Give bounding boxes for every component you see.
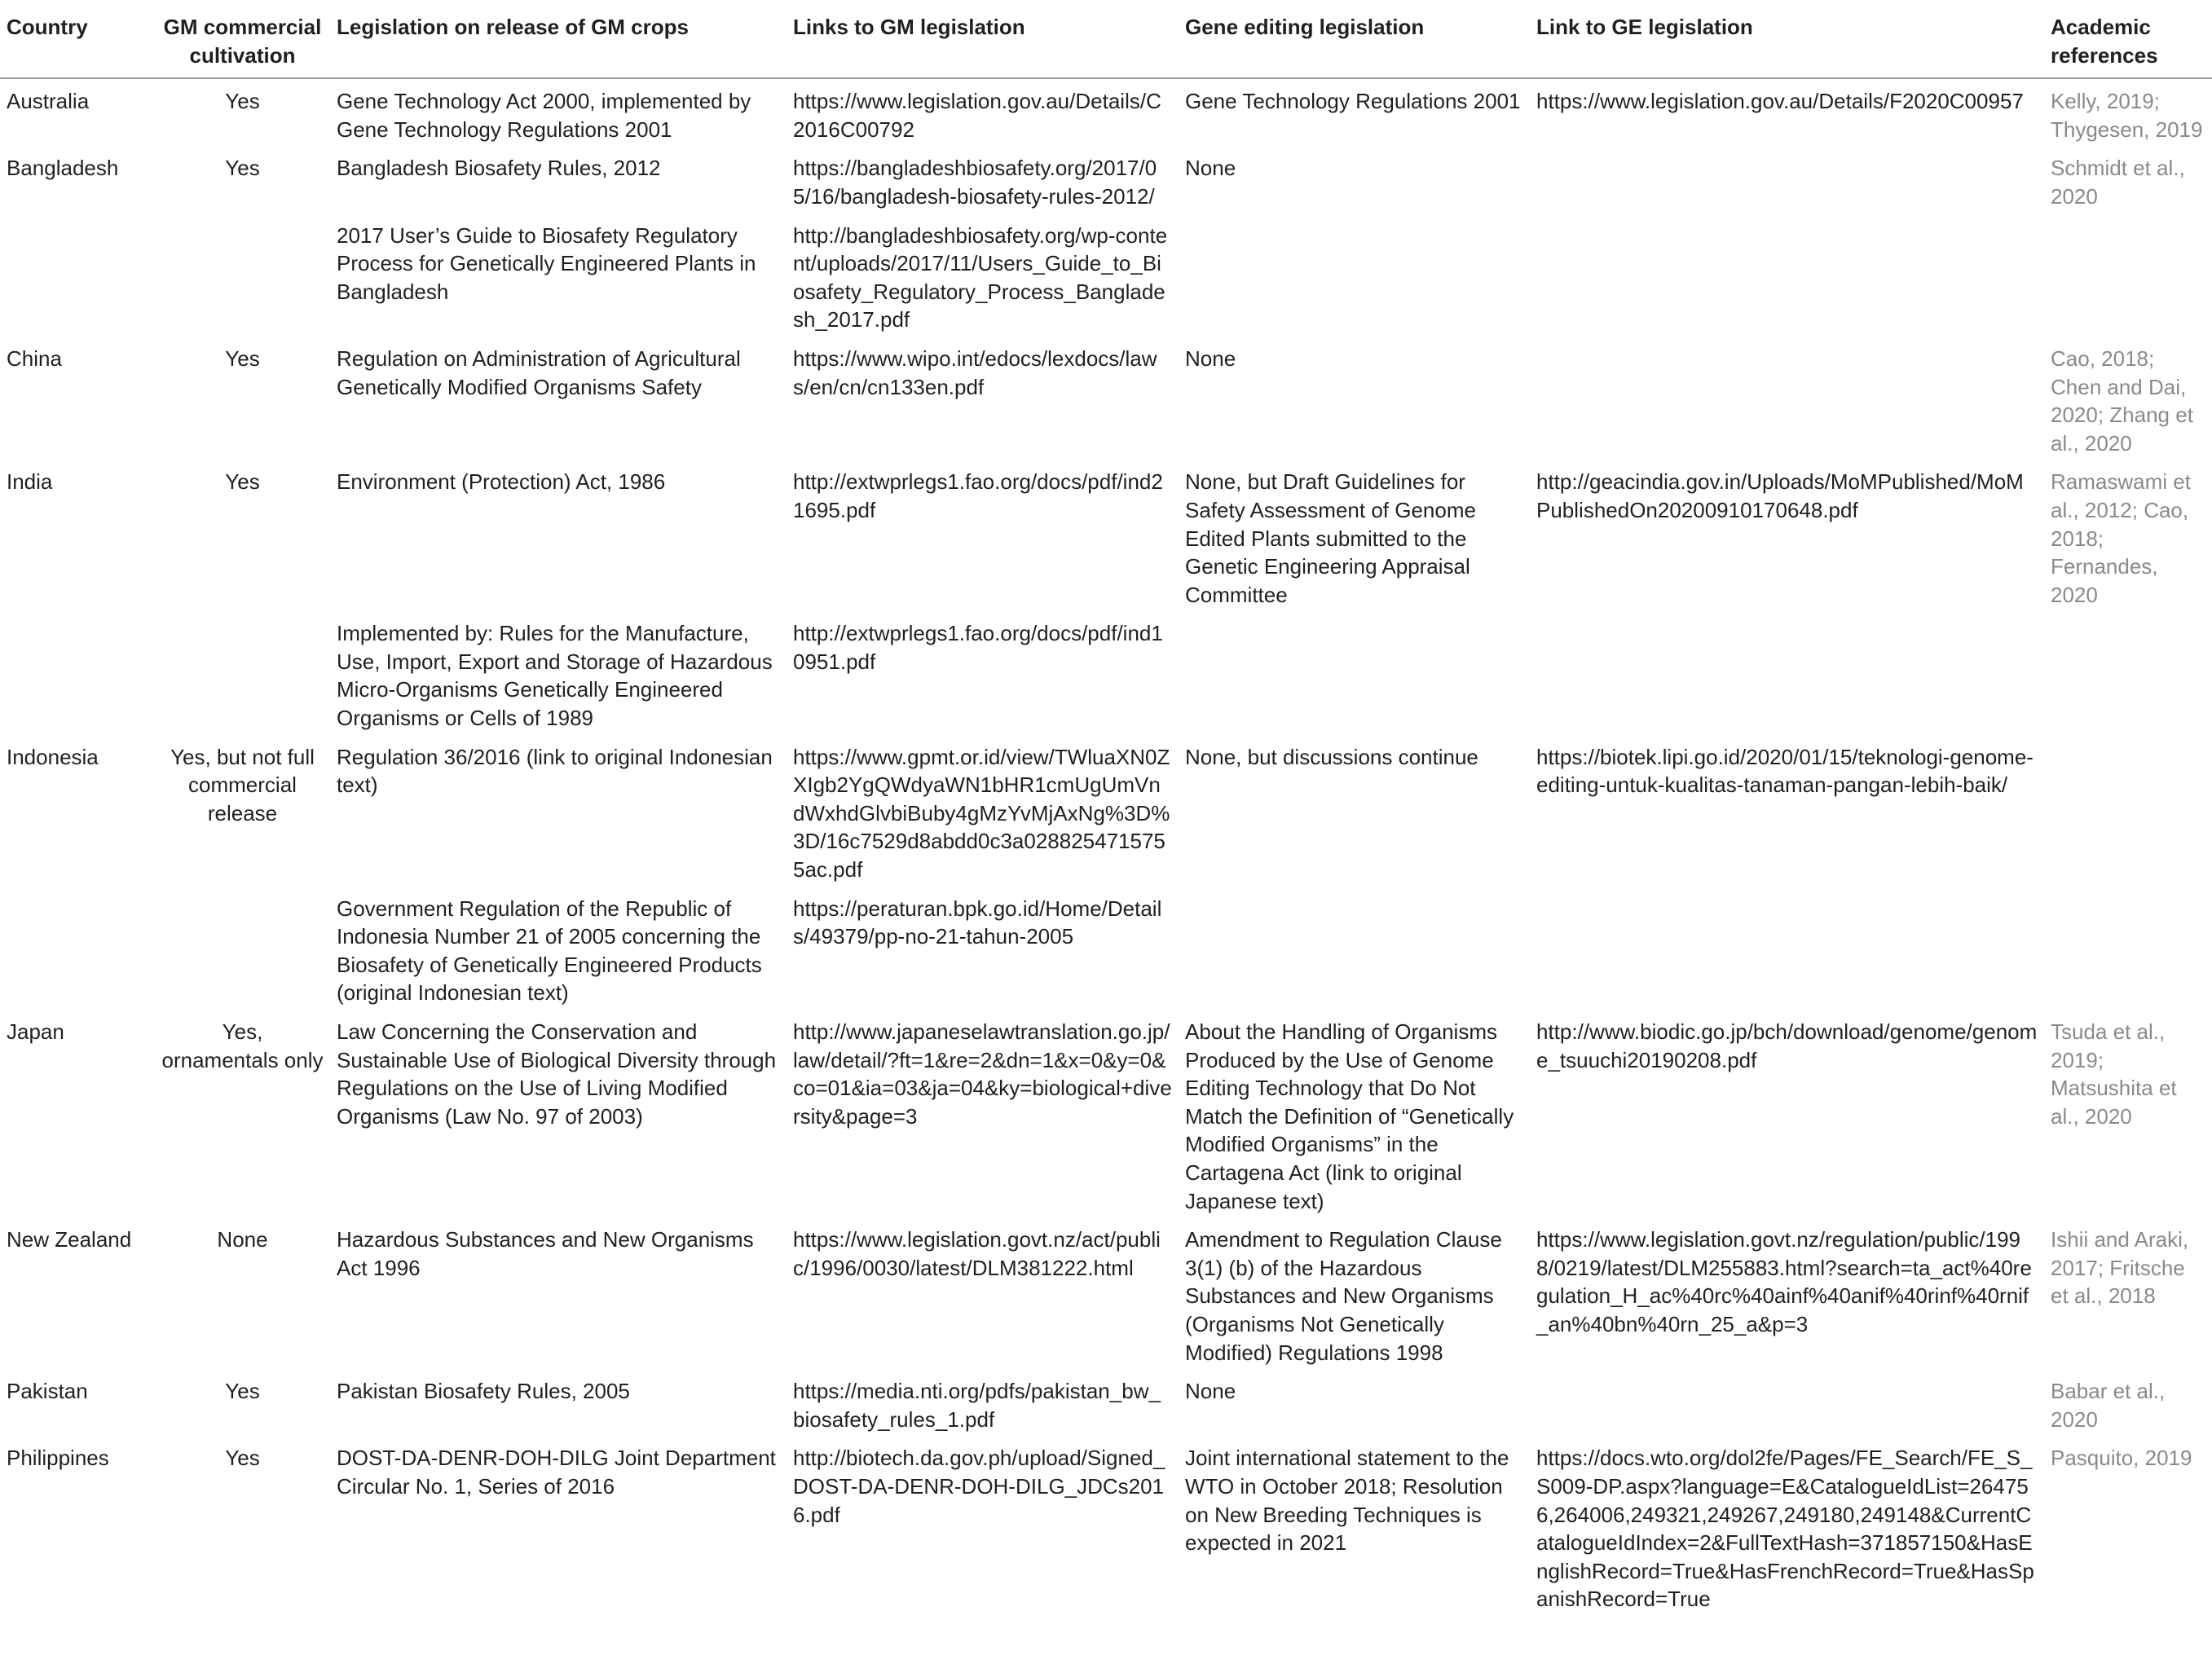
cell-cultivation — [155, 890, 330, 1013]
table-row — [0, 78, 2212, 149]
cell-ge-legislation: None — [1185, 346, 1236, 371]
cell-ge-legislation: None — [1185, 1379, 1236, 1404]
cell-gm-link[interactable]: https://www.legislation.gov.au/Details/C2016C00792 — [793, 89, 1161, 142]
cell-references: Ishii and Araki, 2017; Fritsche et al., 2018 — [2051, 1227, 2189, 1309]
cell-cultivation: Yes — [225, 89, 260, 114]
header-references: Academic references — [2044, 0, 2212, 78]
cell-gm-legislation: Environment (Protection) Act, 1986 — [337, 469, 666, 495]
cell-cultivation: Yes — [225, 1446, 260, 1471]
cell-cultivation: Yes — [225, 346, 260, 371]
cell-gm-link[interactable]: https://www.wipo.int/edocs/lexdocs/laws/en/cn/cn133en.pdf — [793, 346, 1157, 399]
cell-ge-legislation — [1179, 217, 1530, 340]
cell-gm-link[interactable]: http://www.japaneselawtranslation.go.jp/law/detail/?ft=1&re=2&dn=1&x=0&y=0&co=01&ia=03&ja=04&ky=biological+diversity&page=3 — [793, 1019, 1172, 1129]
cell-references: Cao, 2018; Chen and Dai, 2020; Zhang et al., 2020 — [2051, 346, 2193, 456]
cell-cultivation: Yes — [225, 469, 260, 495]
cell-gm-link[interactable]: http://extwprlegs1.fao.org/docs/pdf/ind10951.pdf — [793, 621, 1163, 674]
cell-references: Kelly, 2019; Thygesen, 2019 — [2051, 89, 2203, 142]
cell-ge-link[interactable]: https://biotek.lipi.go.id/2020/01/15/teknologi-genome-editing-untuk-kualitas-tanaman-pangan-lebih-baik/ — [1536, 744, 2034, 798]
cell-ge-legislation: Amendment to Regulation Clause 3(1) (b) of the Hazardous Substances and New Organisms (Organisms Not Genetically Modified) Regulations 1998 — [1185, 1227, 1502, 1365]
cell-country: India — [7, 469, 53, 495]
cell-cultivation: Yes — [225, 156, 260, 181]
cell-cultivation — [155, 614, 330, 737]
cell-ge-link[interactable] — [1530, 1372, 2044, 1439]
cell-references — [2044, 890, 2212, 1013]
cell-gm-legislation: Regulation on Administration of Agricultural Genetically Modified Organisms Safety — [337, 346, 741, 399]
table-row — [0, 217, 2212, 340]
cell-ge-link[interactable] — [1530, 340, 2044, 463]
cell-cultivation: None — [217, 1227, 268, 1252]
cell-gm-link[interactable]: http://extwprlegs1.fao.org/docs/pdf/ind21695.pdf — [793, 469, 1163, 522]
cell-country — [0, 217, 155, 340]
cell-gm-legislation: Law Concerning the Conservation and Sustainable Use of Biological Diversity through Regulations on the Use of Living Modified Organisms (Law No. 97 of 2003) — [337, 1019, 777, 1129]
cell-country: Japan — [7, 1019, 64, 1044]
cell-ge-link[interactable]: http://geacindia.gov.in/Uploads/MoMPublished/MoMPublishedOn20200910170648.pdf — [1536, 469, 2024, 522]
cell-gm-legislation: Gene Technology Act 2000, implemented by Gene Technology Regulations 2001 — [337, 89, 751, 142]
cell-ge-link[interactable]: http://www.biodic.go.jp/bch/download/genome/genome_tsuuchi20190208.pdf — [1536, 1019, 2038, 1072]
cell-country: China — [7, 346, 62, 371]
cell-ge-link[interactable] — [1530, 149, 2044, 216]
cell-cultivation: Yes, ornamentals only — [161, 1019, 324, 1072]
cell-gm-link[interactable]: https://www.gpmt.or.id/view/TWluaXN0ZXIgb2YgQWdyaWN1bHR1cmUgUmVndWxhdGlvbiBuby4gMzYvMjAxNg%3D%3D/16c7529d8abdd0c3a0288254715755ac.pdf — [793, 744, 1170, 883]
cell-gm-link[interactable]: https://www.legislation.govt.nz/act/public/1996/0030/latest/DLM381222.html — [793, 1227, 1161, 1280]
cell-ge-link[interactable]: https://docs.wto.org/dol2fe/Pages/FE_Search/FE_S_S009-DP.aspx?language=E&CatalogueIdList=264756,264006,249321,249267,249180,249148&CurrentCatalogueIdIndex=2&FullTextHash=371857150&HasEnglishRecord=True&HasFrenchRecord=True&HasSpanishRecord=True — [1536, 1446, 2034, 1612]
header-ge-legislation: Gene editing legislation — [1179, 0, 1530, 78]
cell-gm-legislation: DOST-DA-DENR-DOH-DILG Joint Department Circular No. 1, Series of 2016 — [337, 1446, 776, 1499]
cell-references — [2044, 217, 2212, 340]
table-row — [0, 738, 2212, 890]
cell-references: Schmidt et al., 2020 — [2051, 156, 2185, 209]
cell-gm-legislation: Bangladesh Biosafety Rules, 2012 — [337, 156, 661, 181]
cell-country: Australia — [7, 89, 90, 114]
cell-country: New Zealand — [7, 1227, 132, 1252]
header-ge-links: Link to GE legislation — [1530, 0, 2044, 78]
cell-cultivation: Yes — [225, 1379, 260, 1404]
cell-country: Philippines — [7, 1446, 109, 1471]
cell-references: Babar et al., 2020 — [2051, 1379, 2166, 1432]
cell-ge-legislation: None — [1185, 156, 1236, 181]
cell-gm-link[interactable]: http://biotech.da.gov.ph/upload/Signed_DOST-DA-DENR-DOH-DILG_JDCs2016.pdf — [793, 1446, 1165, 1527]
cell-country: Indonesia — [7, 744, 99, 769]
cell-ge-legislation — [1179, 614, 1530, 737]
cell-ge-link[interactable] — [1530, 217, 2044, 340]
cell-references — [2044, 614, 2212, 737]
cell-ge-legislation: Gene Technology Regulations 2001 — [1185, 89, 1521, 114]
cell-gm-link[interactable]: https://bangladeshbiosafety.org/2017/05/16/bangladesh-biosafety-rules-2012/ — [793, 156, 1157, 209]
table-row — [0, 614, 2212, 737]
header-gm-cultivation: GM commercial cultivation — [155, 0, 330, 78]
cell-gm-link[interactable]: http://bangladeshbiosafety.org/wp-content/uploads/2017/11/Users_Guide_to_Biosafety_Regulatory_Process_Bangladesh_2017.pdf — [793, 222, 1168, 332]
cell-ge-legislation: None, but discussions continue — [1185, 744, 1478, 769]
cell-gm-legislation: Hazardous Substances and New Organisms Act 1996 — [337, 1227, 754, 1280]
table-row — [0, 149, 2212, 216]
cell-country — [0, 614, 155, 737]
cell-references — [2044, 738, 2212, 890]
cell-ge-link[interactable] — [1530, 890, 2044, 1013]
cell-country: Bangladesh — [7, 156, 119, 181]
cell-ge-link[interactable] — [1530, 614, 2044, 737]
table-row — [0, 340, 2212, 463]
cell-gm-legislation: Pakistan Biosafety Rules, 2005 — [337, 1379, 630, 1404]
cell-ge-legislation: About the Handling of Organisms Produced by the Use of Genome Editing Technology that Do Not Match the Definition of “Genetically Modified Organisms” in the Cartagena Act (link to original Japanese text) — [1185, 1019, 1514, 1213]
cell-references: Pasquito, 2019 — [2051, 1446, 2192, 1471]
table-row — [0, 890, 2212, 1013]
table-row — [0, 1013, 2212, 1221]
cell-references: Tsuda et al., 2019; Matsushita et al., 2020 — [2051, 1019, 2177, 1129]
cell-ge-legislation — [1179, 890, 1530, 1013]
cell-cultivation — [155, 217, 330, 340]
table-row — [0, 1439, 2212, 1619]
cell-gm-legislation: Implemented by: Rules for the Manufacture, Use, Import, Export and Storage of Hazardous Micro-Organisms Genetically Engineered Organisms or Cells of 1989 — [337, 621, 773, 731]
header-gm-links: Links to GM legislation — [787, 0, 1179, 78]
table-row — [0, 463, 2212, 614]
table-header-row — [0, 0, 2212, 78]
cell-gm-legislation: Regulation 36/2016 (link to original Indonesian text) — [337, 744, 773, 798]
cell-references: Ramaswami et al., 2012; Cao, 2018; Fernandes, 2020 — [2051, 469, 2191, 607]
header-country: Country — [0, 0, 155, 78]
cell-ge-link[interactable]: https://www.legislation.govt.nz/regulation/public/1998/0219/latest/DLM255883.html?search=ta_act%40regulation_H_ac%40rc%40ainf%40anif%40rinf%40rnif_an%40bn%40rn_25_a&p=3 — [1536, 1227, 2032, 1336]
cell-gm-link[interactable]: https://media.nti.org/pdfs/pakistan_bw_biosafety_rules_1.pdf — [793, 1379, 1161, 1432]
cell-country: Pakistan — [7, 1379, 88, 1404]
cell-gm-legislation: 2017 User’s Guide to Biosafety Regulatory Process for Genetically Engineered Plants in Bangladesh — [337, 222, 756, 304]
cell-ge-legislation: Joint international statement to the WTO in October 2018; Resolution on New Breeding Techniques is expected in 2021 — [1185, 1446, 1509, 1556]
cell-ge-legislation: None, but Draft Guidelines for Safety Assessment of Genome Edited Plants submitted to the Genetic Engineering Appraisal Committee — [1185, 469, 1476, 607]
table-row — [0, 1221, 2212, 1372]
header-gm-legislation: Legislation on release of GM crops — [330, 0, 787, 78]
table-row — [0, 1372, 2212, 1439]
cell-cultivation: Yes, but not full commercial release — [170, 744, 315, 825]
cell-ge-link[interactable]: https://www.legislation.gov.au/Details/F2020C00957 — [1536, 89, 2024, 114]
cell-country — [0, 890, 155, 1013]
cell-gm-legislation: Government Regulation of the Republic of Indonesia Number 21 of 2005 concerning the Biosafety of Genetically Engineered Products (original Indonesian text) — [337, 896, 762, 1006]
cell-gm-link[interactable]: https://peraturan.bpk.go.id/Home/Details/49379/pp-no-21-tahun-2005 — [793, 896, 1162, 949]
